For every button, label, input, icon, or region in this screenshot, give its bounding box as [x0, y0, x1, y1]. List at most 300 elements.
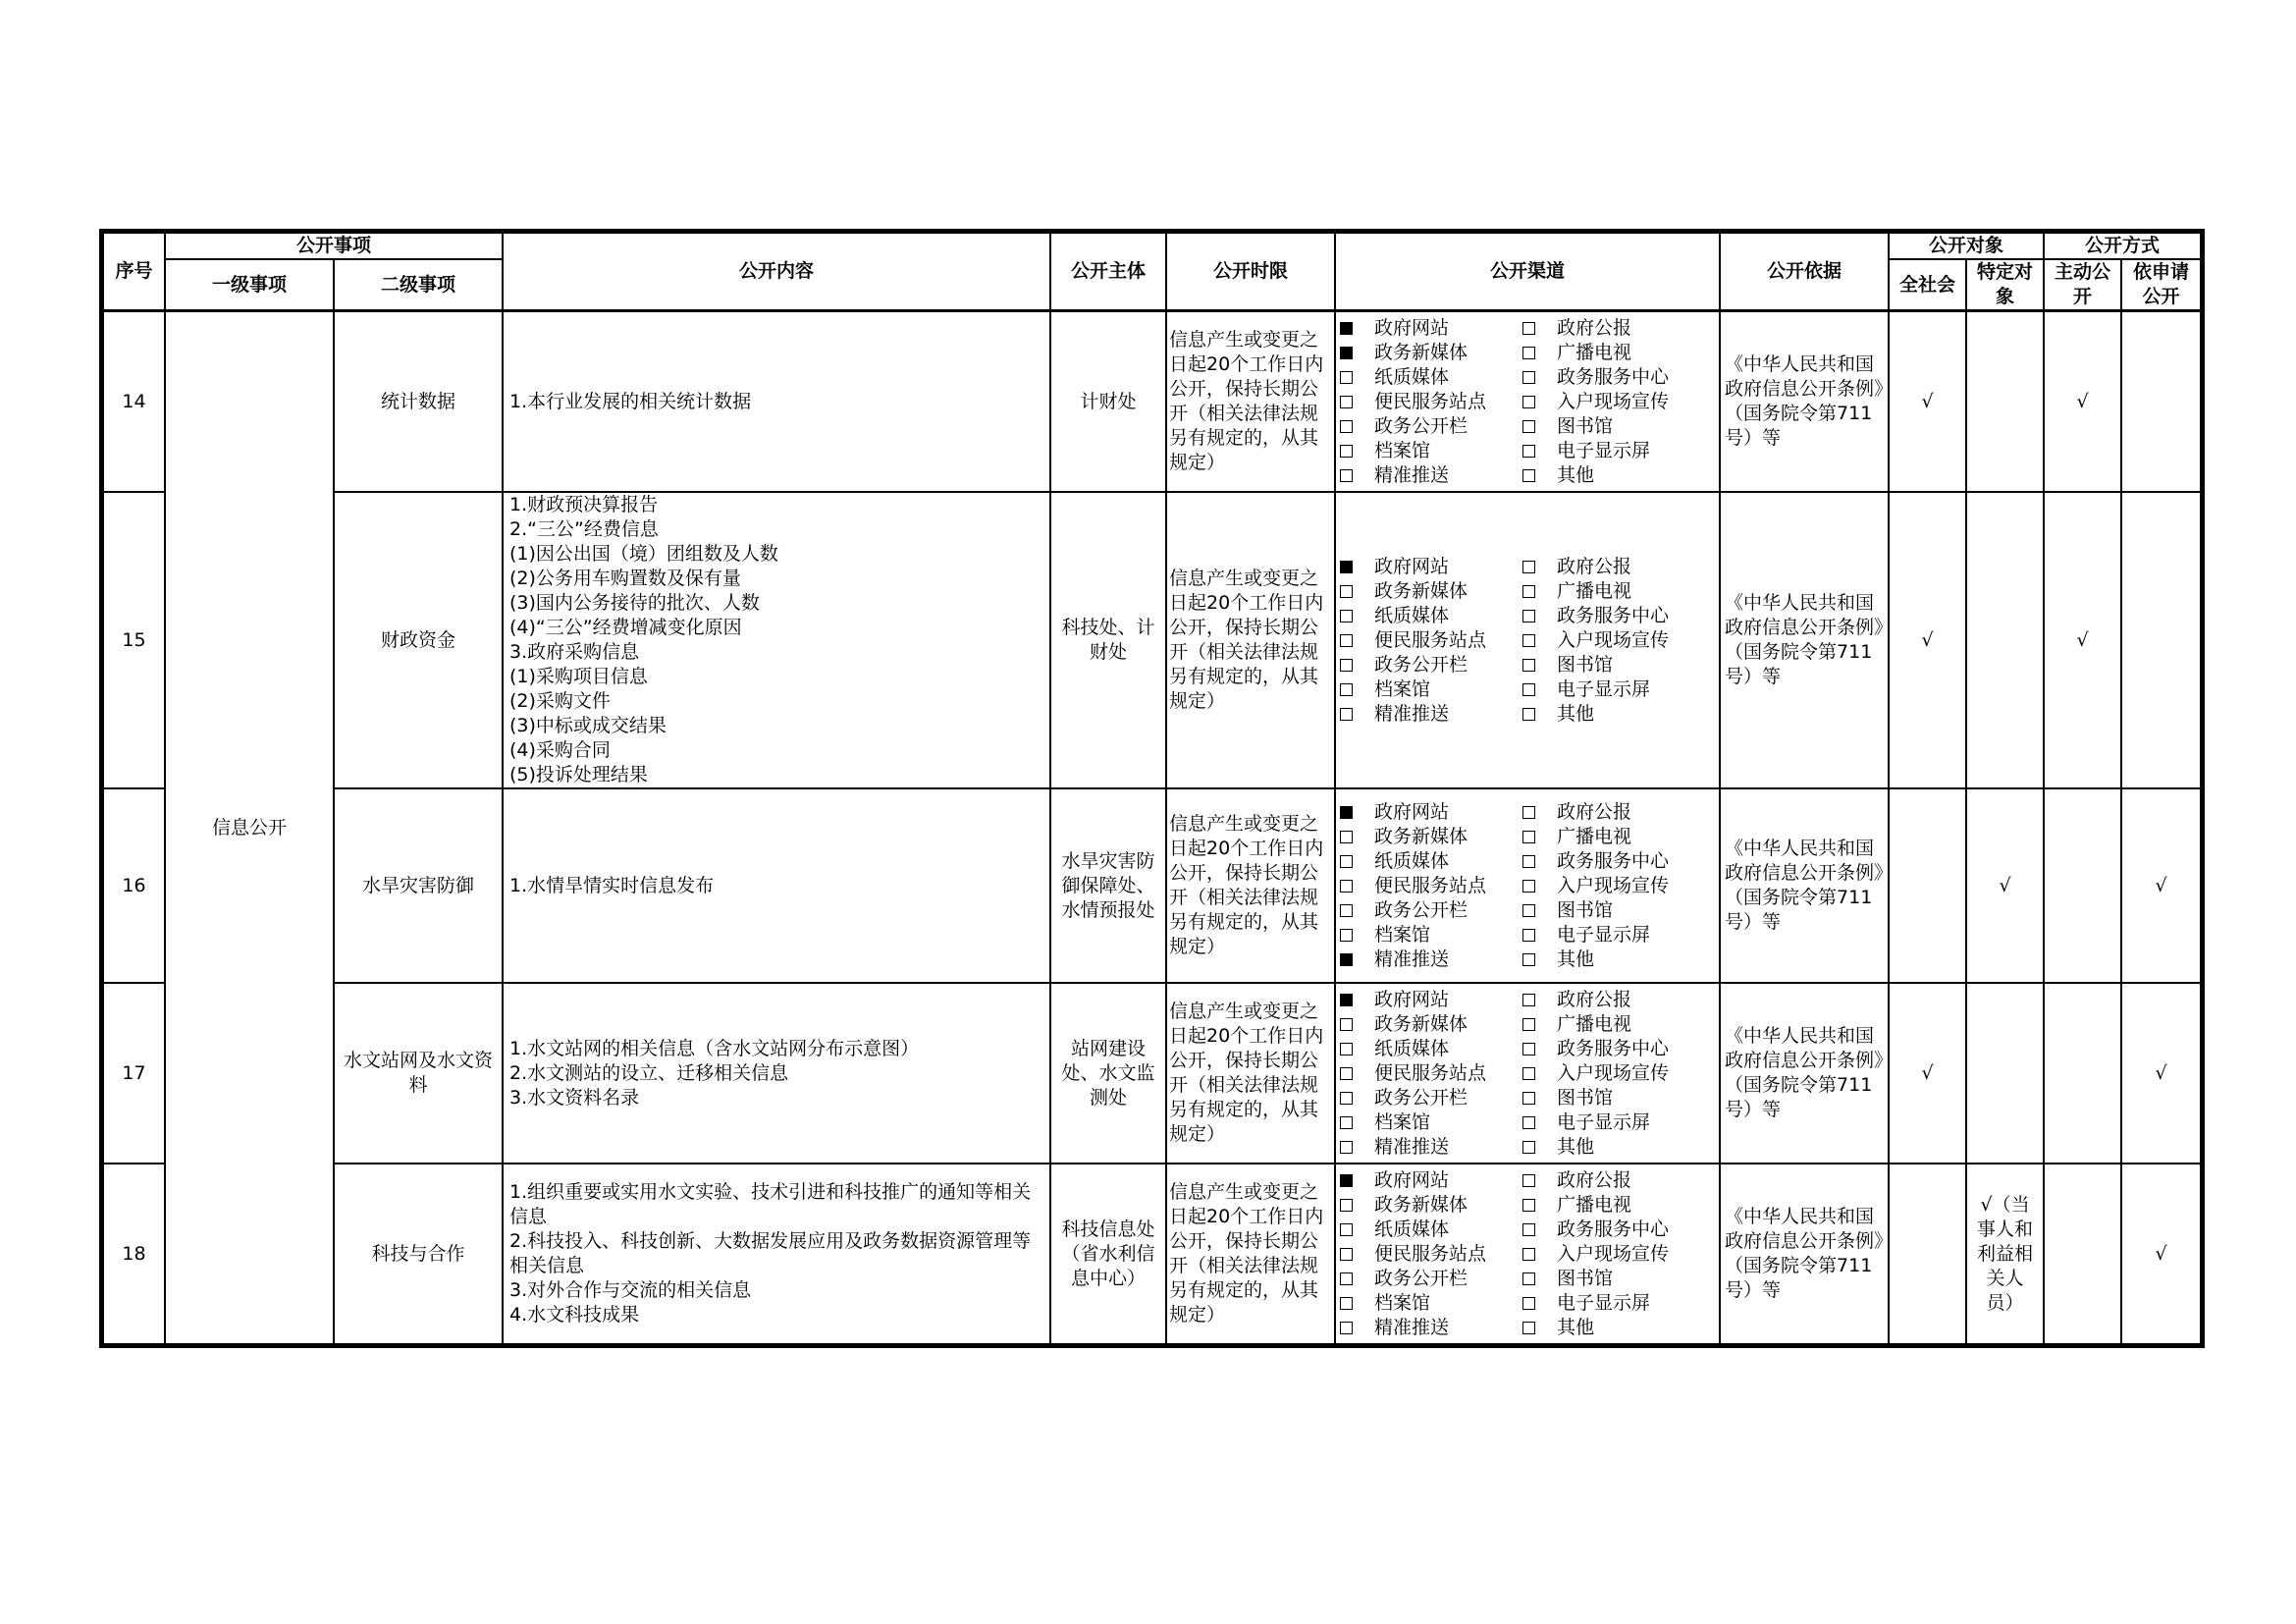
unchecked-box-icon — [1522, 1067, 1535, 1080]
channel-item — [1340, 1086, 1522, 1110]
channel-item — [1340, 898, 1522, 923]
unchecked-box-icon — [1522, 445, 1535, 458]
header-method-group: 公开方式 — [2044, 233, 2201, 259]
channel-item — [1522, 874, 1705, 898]
unchecked-box-icon — [1340, 1223, 1353, 1236]
unchecked-box-icon — [1522, 1199, 1535, 1212]
unchecked-box-icon — [1522, 322, 1535, 335]
unchecked-box-icon — [1522, 708, 1535, 721]
channel-label: 政府公报 — [1557, 555, 1632, 577]
cell-subject: 科技处、计财处 — [1050, 492, 1166, 788]
channel-item — [1340, 1316, 1522, 1340]
unchecked-box-icon — [1340, 831, 1353, 843]
cell-specific-target: √ — [1966, 788, 2044, 983]
channel-item — [1340, 947, 1522, 972]
cell-whole-society — [1889, 788, 1966, 983]
channel-label: 纸质媒体 — [1374, 604, 1450, 626]
channel-item — [1340, 316, 1522, 341]
unchecked-box-icon — [1340, 420, 1353, 433]
cell-whole-society — [1889, 1164, 1966, 1344]
channel-label: 精准推送 — [1374, 1135, 1450, 1158]
unchecked-box-icon — [1522, 1092, 1535, 1105]
channel-label: 图书馆 — [1557, 1267, 1614, 1289]
channel-label: 政府公报 — [1557, 1168, 1632, 1191]
unchecked-box-icon — [1340, 1272, 1353, 1285]
unchecked-box-icon — [1522, 1223, 1535, 1236]
channel-label: 精准推送 — [1374, 947, 1450, 970]
cell-basis: 《中华人民共和国政府信息公开条例》（国务院令第711号）等 — [1720, 983, 1889, 1164]
cell-active: √ — [2044, 311, 2121, 493]
unchecked-box-icon — [1340, 1199, 1353, 1212]
cell-specific-target — [1966, 983, 2044, 1164]
channel-item — [1522, 628, 1705, 653]
channel-label: 电子显示屏 — [1557, 677, 1651, 700]
channel-item — [1522, 1316, 1705, 1340]
channel-label: 便民服务站点 — [1374, 1061, 1487, 1084]
channel-label: 入户现场宣传 — [1557, 874, 1670, 896]
unchecked-box-icon — [1522, 347, 1535, 359]
cell-active: √ — [2044, 492, 2121, 788]
header-target-group: 公开对象 — [1889, 233, 2044, 259]
unchecked-box-icon — [1522, 1248, 1535, 1261]
content-line: (5)投诉处理结果 — [509, 764, 648, 785]
channel-item — [1522, 898, 1705, 923]
content-line: 2.“三公”经费信息 — [509, 518, 659, 540]
table-row — [103, 492, 2201, 788]
channel-label: 便民服务站点 — [1374, 874, 1487, 896]
cell-basis: 《中华人民共和国政府信息公开条例》（国务院令第711号）等 — [1720, 311, 1889, 493]
cell-seq: 17 — [103, 983, 165, 1164]
channel-item — [1522, 653, 1705, 677]
channel-label: 图书馆 — [1557, 414, 1614, 437]
channel-label: 图书馆 — [1557, 1086, 1614, 1109]
channel-label: 政务公开栏 — [1374, 898, 1468, 921]
channel-label: 政务服务中心 — [1557, 1218, 1670, 1240]
channel-label: 电子显示屏 — [1557, 1110, 1651, 1133]
channel-item — [1340, 365, 1522, 390]
channel-label: 档案馆 — [1374, 1110, 1431, 1133]
unchecked-box-icon — [1340, 1322, 1353, 1334]
unchecked-box-icon — [1340, 469, 1353, 482]
channel-item — [1522, 677, 1705, 702]
cell-seq: 15 — [103, 492, 165, 788]
cell-level2: 水文站网及水文资料 — [334, 983, 503, 1164]
disclosure-table — [102, 232, 2202, 1345]
cell-level2: 统计数据 — [334, 311, 503, 493]
cell-content — [503, 492, 1050, 788]
unchecked-box-icon — [1340, 1248, 1353, 1261]
header-level2: 二级事项 — [334, 259, 503, 311]
cell-specific-target — [1966, 492, 2044, 788]
channel-label: 政务公开栏 — [1374, 414, 1468, 437]
channel-label: 便民服务站点 — [1374, 390, 1487, 412]
unchecked-box-icon — [1340, 904, 1353, 917]
content-line: (2)采购文件 — [509, 690, 611, 712]
channel-label: 纸质媒体 — [1374, 1037, 1450, 1059]
channel-label: 广播电视 — [1557, 1012, 1632, 1035]
header-subject: 公开主体 — [1050, 233, 1166, 311]
unchecked-box-icon — [1340, 445, 1353, 458]
channel-item — [1340, 923, 1522, 947]
content-line: 1.水文站网的相关信息（含水文站网分布示意图） — [509, 1037, 920, 1059]
unchecked-box-icon — [1340, 929, 1353, 942]
channel-item — [1522, 341, 1705, 365]
cell-whole-society: √ — [1889, 492, 1966, 788]
checked-box-icon — [1340, 806, 1353, 819]
unchecked-box-icon — [1340, 634, 1353, 647]
header-channels: 公开渠道 — [1335, 233, 1720, 311]
channel-item — [1340, 1291, 1522, 1316]
cell-whole-society: √ — [1889, 983, 1966, 1164]
channel-label: 便民服务站点 — [1374, 1242, 1487, 1265]
unchecked-box-icon — [1522, 1018, 1535, 1031]
content-line: 3.对外合作与交流的相关信息 — [509, 1279, 752, 1301]
cell-channels — [1335, 311, 1720, 493]
content-line: 1.水情旱情实时信息发布 — [509, 874, 715, 896]
cell-specific-target: √（当事人和利益相关人员） — [1966, 1164, 2044, 1344]
channel-item — [1340, 1168, 1522, 1193]
cell-channels — [1335, 788, 1720, 983]
table-row — [103, 983, 2201, 1164]
channel-item — [1340, 390, 1522, 414]
unchecked-box-icon — [1522, 561, 1535, 573]
header-basis: 公开依据 — [1720, 233, 1889, 311]
unchecked-box-icon — [1340, 1116, 1353, 1129]
channel-item — [1522, 702, 1705, 727]
unchecked-box-icon — [1522, 994, 1535, 1006]
cell-content — [503, 1164, 1050, 1344]
channel-item — [1340, 653, 1522, 677]
channel-item — [1522, 1168, 1705, 1193]
channel-label: 政务新媒体 — [1374, 1193, 1468, 1216]
channel-item — [1522, 390, 1705, 414]
channel-list — [1340, 316, 1719, 488]
unchecked-box-icon — [1522, 396, 1535, 408]
channel-item — [1522, 1291, 1705, 1316]
header-whole-society: 全社会 — [1889, 259, 1966, 311]
channel-label: 政务新媒体 — [1374, 341, 1468, 363]
unchecked-box-icon — [1340, 855, 1353, 868]
channel-item — [1340, 849, 1522, 874]
unchecked-box-icon — [1340, 1297, 1353, 1310]
unchecked-box-icon — [1340, 1067, 1353, 1080]
unchecked-box-icon — [1340, 880, 1353, 893]
cell-channels — [1335, 492, 1720, 788]
unchecked-box-icon — [1340, 683, 1353, 696]
cell-seq: 14 — [103, 311, 165, 493]
channel-item — [1522, 825, 1705, 849]
unchecked-box-icon — [1522, 880, 1535, 893]
content-line: 3.水文资料名录 — [509, 1086, 640, 1109]
unchecked-box-icon — [1522, 1272, 1535, 1285]
cell-time-limit: 信息产生或变更之日起20个工作日内公开，保持长期公开（相关法律法规另有规定的，从其规定） — [1166, 788, 1335, 983]
channel-label: 广播电视 — [1557, 579, 1632, 602]
channel-item — [1522, 316, 1705, 341]
table-row — [103, 788, 2201, 983]
unchecked-box-icon — [1522, 610, 1535, 623]
checked-box-icon — [1340, 994, 1353, 1006]
channel-label: 其他 — [1557, 1316, 1595, 1338]
channel-label: 精准推送 — [1374, 463, 1450, 486]
channel-item — [1340, 604, 1522, 628]
channel-label: 精准推送 — [1374, 1316, 1450, 1338]
channel-item — [1522, 555, 1705, 579]
cell-time-limit: 信息产生或变更之日起20个工作日内公开，保持长期公开（相关法律法规另有规定的，从其规定） — [1166, 983, 1335, 1164]
channel-label: 纸质媒体 — [1374, 849, 1450, 872]
channel-item — [1522, 439, 1705, 463]
unchecked-box-icon — [1522, 420, 1535, 433]
channel-item — [1522, 1061, 1705, 1086]
cell-seq: 18 — [103, 1164, 165, 1344]
cell-on-request: √ — [2121, 983, 2201, 1164]
channel-item — [1522, 1135, 1705, 1160]
channel-item — [1522, 604, 1705, 628]
channel-item — [1522, 947, 1705, 972]
channel-item — [1340, 702, 1522, 727]
channel-label: 政府公报 — [1557, 800, 1632, 823]
channel-list — [1340, 988, 1719, 1160]
unchecked-box-icon — [1522, 1297, 1535, 1310]
checked-box-icon — [1340, 322, 1353, 335]
channel-label: 其他 — [1557, 947, 1595, 970]
unchecked-box-icon — [1522, 634, 1535, 647]
unchecked-box-icon — [1522, 953, 1535, 966]
content-line: (4)采购合同 — [509, 739, 611, 761]
cell-time-limit: 信息产生或变更之日起20个工作日内公开，保持长期公开（相关法律法规另有规定的，从其规定） — [1166, 492, 1335, 788]
cell-basis: 《中华人民共和国政府信息公开条例》（国务院令第711号）等 — [1720, 492, 1889, 788]
channel-label: 入户现场宣传 — [1557, 1242, 1670, 1265]
channel-list — [1340, 555, 1719, 727]
channel-item — [1340, 1242, 1522, 1267]
cell-subject: 科技信息处（省水利信息中心） — [1050, 1164, 1166, 1344]
unchecked-box-icon — [1522, 469, 1535, 482]
unchecked-box-icon — [1522, 585, 1535, 598]
unchecked-box-icon — [1340, 708, 1353, 721]
content-line: (3)中标或成交结果 — [509, 715, 667, 736]
unchecked-box-icon — [1522, 683, 1535, 696]
cell-subject: 水旱灾害防御保障处、水情预报处 — [1050, 788, 1166, 983]
channel-label: 政务服务中心 — [1557, 604, 1670, 626]
cell-subject: 计财处 — [1050, 311, 1166, 493]
cell-active — [2044, 1164, 2121, 1344]
channel-item — [1340, 463, 1522, 488]
channel-item — [1340, 1012, 1522, 1037]
unchecked-box-icon — [1340, 1018, 1353, 1031]
channel-item — [1340, 579, 1522, 604]
channel-item — [1522, 1267, 1705, 1291]
content-line: 1.组织重要或实用水文实验、技术引进和科技推广的通知等相关信息 — [509, 1181, 1032, 1227]
cell-seq: 16 — [103, 788, 165, 983]
content-line: (1)采购项目信息 — [509, 666, 648, 687]
channel-item — [1340, 1135, 1522, 1160]
channel-item — [1340, 988, 1522, 1012]
channel-item — [1340, 439, 1522, 463]
content-line: (1)因公出国（境）团组数及人数 — [509, 543, 778, 565]
cell-time-limit: 信息产生或变更之日起20个工作日内公开，保持长期公开（相关法律法规另有规定的，从其规定） — [1166, 1164, 1335, 1344]
checked-box-icon — [1340, 561, 1353, 573]
unchecked-box-icon — [1340, 585, 1353, 598]
content-line: (4)“三公”经费增减变化原因 — [509, 617, 742, 638]
unchecked-box-icon — [1340, 1043, 1353, 1056]
cell-content — [503, 983, 1050, 1164]
channel-item — [1522, 923, 1705, 947]
channel-label: 政务公开栏 — [1374, 653, 1468, 676]
channel-label: 入户现场宣传 — [1557, 628, 1670, 651]
channel-item — [1522, 579, 1705, 604]
unchecked-box-icon — [1340, 1092, 1353, 1105]
channel-item — [1522, 365, 1705, 390]
unchecked-box-icon — [1340, 1141, 1353, 1154]
cell-channels — [1335, 1164, 1720, 1344]
unchecked-box-icon — [1522, 659, 1535, 672]
cell-active — [2044, 788, 2121, 983]
channel-list — [1340, 800, 1719, 972]
unchecked-box-icon — [1522, 1174, 1535, 1187]
unchecked-box-icon — [1522, 904, 1535, 917]
cell-whole-society: √ — [1889, 311, 1966, 493]
channel-label: 政务新媒体 — [1374, 579, 1468, 602]
channel-item — [1340, 1037, 1522, 1061]
channel-label: 广播电视 — [1557, 1193, 1632, 1216]
channel-label: 便民服务站点 — [1374, 628, 1487, 651]
table-row — [103, 311, 2201, 493]
unchecked-box-icon — [1522, 855, 1535, 868]
channel-item — [1340, 1218, 1522, 1242]
checked-box-icon — [1340, 347, 1353, 359]
channel-label: 电子显示屏 — [1557, 439, 1651, 461]
channel-label: 图书馆 — [1557, 653, 1614, 676]
cell-level1: 信息公开 — [165, 311, 334, 1345]
channel-label: 其他 — [1557, 1135, 1595, 1158]
unchecked-box-icon — [1522, 1322, 1535, 1334]
header-items-group: 公开事项 — [165, 233, 503, 259]
channel-label: 档案馆 — [1374, 677, 1431, 700]
header-seq: 序号 — [103, 233, 165, 311]
cell-on-request — [2121, 311, 2201, 493]
channel-label: 纸质媒体 — [1374, 365, 1450, 388]
channel-item — [1522, 1012, 1705, 1037]
channel-item — [1340, 628, 1522, 653]
channel-item — [1340, 1193, 1522, 1218]
cell-on-request: √ — [2121, 1164, 2201, 1344]
channel-item — [1522, 1086, 1705, 1110]
channel-item — [1522, 1037, 1705, 1061]
unchecked-box-icon — [1522, 806, 1535, 819]
content-line: 4.水文科技成果 — [509, 1304, 640, 1326]
unchecked-box-icon — [1522, 371, 1535, 384]
header-time-limit: 公开时限 — [1166, 233, 1335, 311]
content-line: 2.科技投入、科技创新、大数据发展应用及政务数据资源管理等相关信息 — [509, 1230, 1032, 1276]
checked-box-icon — [1340, 953, 1353, 966]
unchecked-box-icon — [1340, 371, 1353, 384]
cell-subject: 站网建设处、水文监测处 — [1050, 983, 1166, 1164]
channel-label: 入户现场宣传 — [1557, 390, 1670, 412]
channel-label: 政府网站 — [1374, 988, 1450, 1010]
checked-box-icon — [1340, 1174, 1353, 1187]
channel-label: 政府公报 — [1557, 988, 1632, 1010]
channel-item — [1522, 849, 1705, 874]
channel-label: 政府网站 — [1374, 800, 1450, 823]
channel-item — [1522, 800, 1705, 825]
header-active: 主动公开 — [2044, 259, 2121, 311]
cell-on-request — [2121, 492, 2201, 788]
cell-basis: 《中华人民共和国政府信息公开条例》（国务院令第711号）等 — [1720, 788, 1889, 983]
cell-basis: 《中华人民共和国政府信息公开条例》（国务院令第711号）等 — [1720, 1164, 1889, 1344]
channel-item — [1340, 341, 1522, 365]
cell-specific-target — [1966, 311, 2044, 493]
channel-label: 政务新媒体 — [1374, 1012, 1468, 1035]
channel-label: 政务服务中心 — [1557, 1037, 1670, 1059]
channel-label: 广播电视 — [1557, 825, 1632, 847]
channel-item — [1340, 874, 1522, 898]
unchecked-box-icon — [1522, 831, 1535, 843]
channel-label: 政务公开栏 — [1374, 1267, 1468, 1289]
channel-label: 政府公报 — [1557, 316, 1632, 339]
unchecked-box-icon — [1340, 610, 1353, 623]
content-line: 1.财政预决算报告 — [509, 494, 659, 515]
channel-label: 政务服务中心 — [1557, 849, 1670, 872]
unchecked-box-icon — [1522, 1043, 1535, 1056]
header-specific-target: 特定对象 — [1966, 259, 2044, 311]
channel-label: 政府网站 — [1374, 555, 1450, 577]
channel-label: 入户现场宣传 — [1557, 1061, 1670, 1084]
channel-label: 政务公开栏 — [1374, 1086, 1468, 1109]
unchecked-box-icon — [1522, 1116, 1535, 1129]
channel-item — [1340, 825, 1522, 849]
channel-list — [1340, 1168, 1719, 1340]
channel-item — [1340, 1061, 1522, 1086]
content-line: 3.政府采购信息 — [509, 641, 640, 663]
unchecked-box-icon — [1522, 929, 1535, 942]
channel-label: 档案馆 — [1374, 923, 1431, 946]
content-line: 2.水文测站的设立、迁移相关信息 — [509, 1061, 789, 1084]
channel-item — [1340, 414, 1522, 439]
channel-item — [1340, 800, 1522, 825]
cell-level2: 科技与合作 — [334, 1164, 503, 1344]
channel-label: 其他 — [1557, 463, 1595, 486]
channel-item — [1522, 1110, 1705, 1135]
channel-item — [1522, 463, 1705, 488]
channel-label: 电子显示屏 — [1557, 1291, 1651, 1314]
header-on-request: 依申请公开 — [2121, 259, 2201, 311]
channel-label: 广播电视 — [1557, 341, 1632, 363]
channel-item — [1340, 1110, 1522, 1135]
channel-label: 纸质媒体 — [1374, 1218, 1450, 1240]
channel-label: 档案馆 — [1374, 439, 1431, 461]
channel-item — [1340, 1267, 1522, 1291]
channel-label: 政府网站 — [1374, 316, 1450, 339]
content-line: (3)国内公务接待的批次、人数 — [509, 592, 760, 614]
unchecked-box-icon — [1340, 659, 1353, 672]
channel-item — [1340, 555, 1522, 579]
channel-label: 政务新媒体 — [1374, 825, 1468, 847]
channel-label: 图书馆 — [1557, 898, 1614, 921]
channel-label: 电子显示屏 — [1557, 923, 1651, 946]
channel-item — [1340, 677, 1522, 702]
table-row — [103, 1164, 2201, 1344]
cell-level2: 水旱灾害防御 — [334, 788, 503, 983]
channel-label: 档案馆 — [1374, 1291, 1431, 1314]
channel-item — [1522, 414, 1705, 439]
channel-item — [1522, 1193, 1705, 1218]
unchecked-box-icon — [1522, 1141, 1535, 1154]
header-content: 公开内容 — [503, 233, 1050, 311]
header-level1: 一级事项 — [165, 259, 334, 311]
cell-time-limit: 信息产生或变更之日起20个工作日内公开，保持长期公开（相关法律法规另有规定的，从其规定） — [1166, 311, 1335, 493]
channel-label: 其他 — [1557, 702, 1595, 725]
content-line: 1.本行业发展的相关统计数据 — [509, 390, 752, 412]
cell-active — [2044, 983, 2121, 1164]
